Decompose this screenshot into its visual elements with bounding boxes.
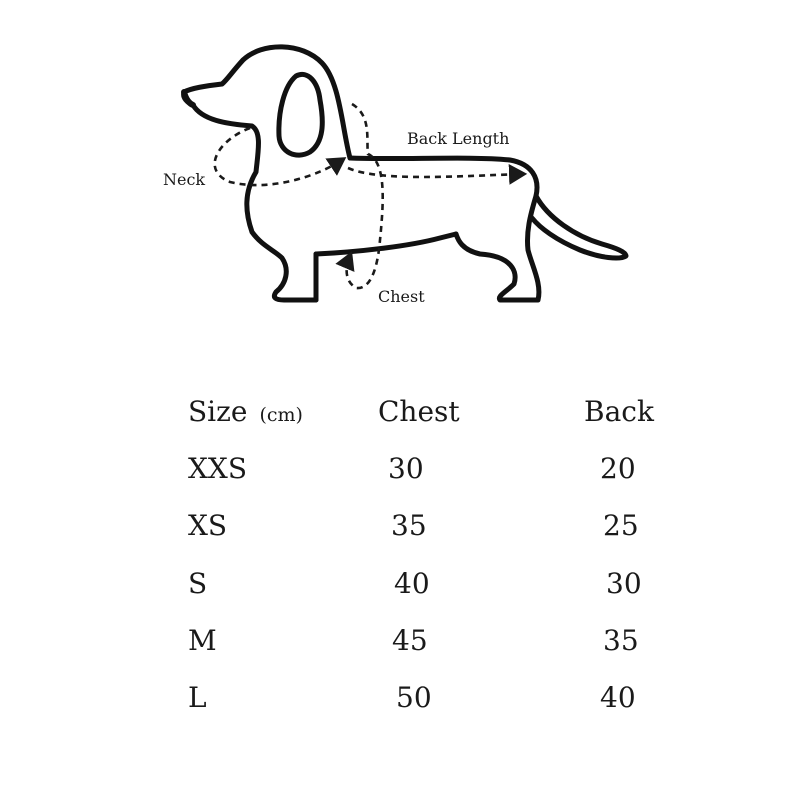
table-row-back: 40: [600, 681, 636, 714]
header-size: [188, 395, 303, 428]
table-row-size: XS: [188, 509, 228, 542]
neck-label: Neck: [163, 170, 206, 189]
chest-arrow: [347, 104, 383, 288]
header-chest: Chest: [378, 395, 460, 428]
table-row-chest: 45: [392, 624, 428, 657]
header-back: Back: [584, 395, 654, 428]
table-row-size: M: [188, 624, 217, 657]
dog-measurement-diagram: [0, 0, 800, 330]
table-row-back: 20: [600, 452, 636, 485]
table-row-back: 25: [603, 509, 639, 542]
table-row-size: S: [188, 567, 208, 600]
table-row-size: L: [188, 681, 207, 714]
table-row-chest: 35: [391, 509, 427, 542]
chest-label: Chest: [378, 287, 425, 306]
table-row-back: 30: [606, 567, 642, 600]
header-size-label: Size: [188, 395, 248, 428]
table-row-size: XXS: [188, 452, 248, 485]
table-row-chest: 40: [394, 567, 430, 600]
table-row-chest: 30: [388, 452, 424, 485]
back-length-label: Back Length: [407, 129, 510, 148]
dog-outline: [184, 47, 626, 300]
table-row-back: 35: [603, 624, 639, 657]
back-length-arrow: [348, 168, 522, 177]
header-unit-label: (cm): [259, 404, 303, 426]
table-row-chest: 50: [396, 681, 432, 714]
